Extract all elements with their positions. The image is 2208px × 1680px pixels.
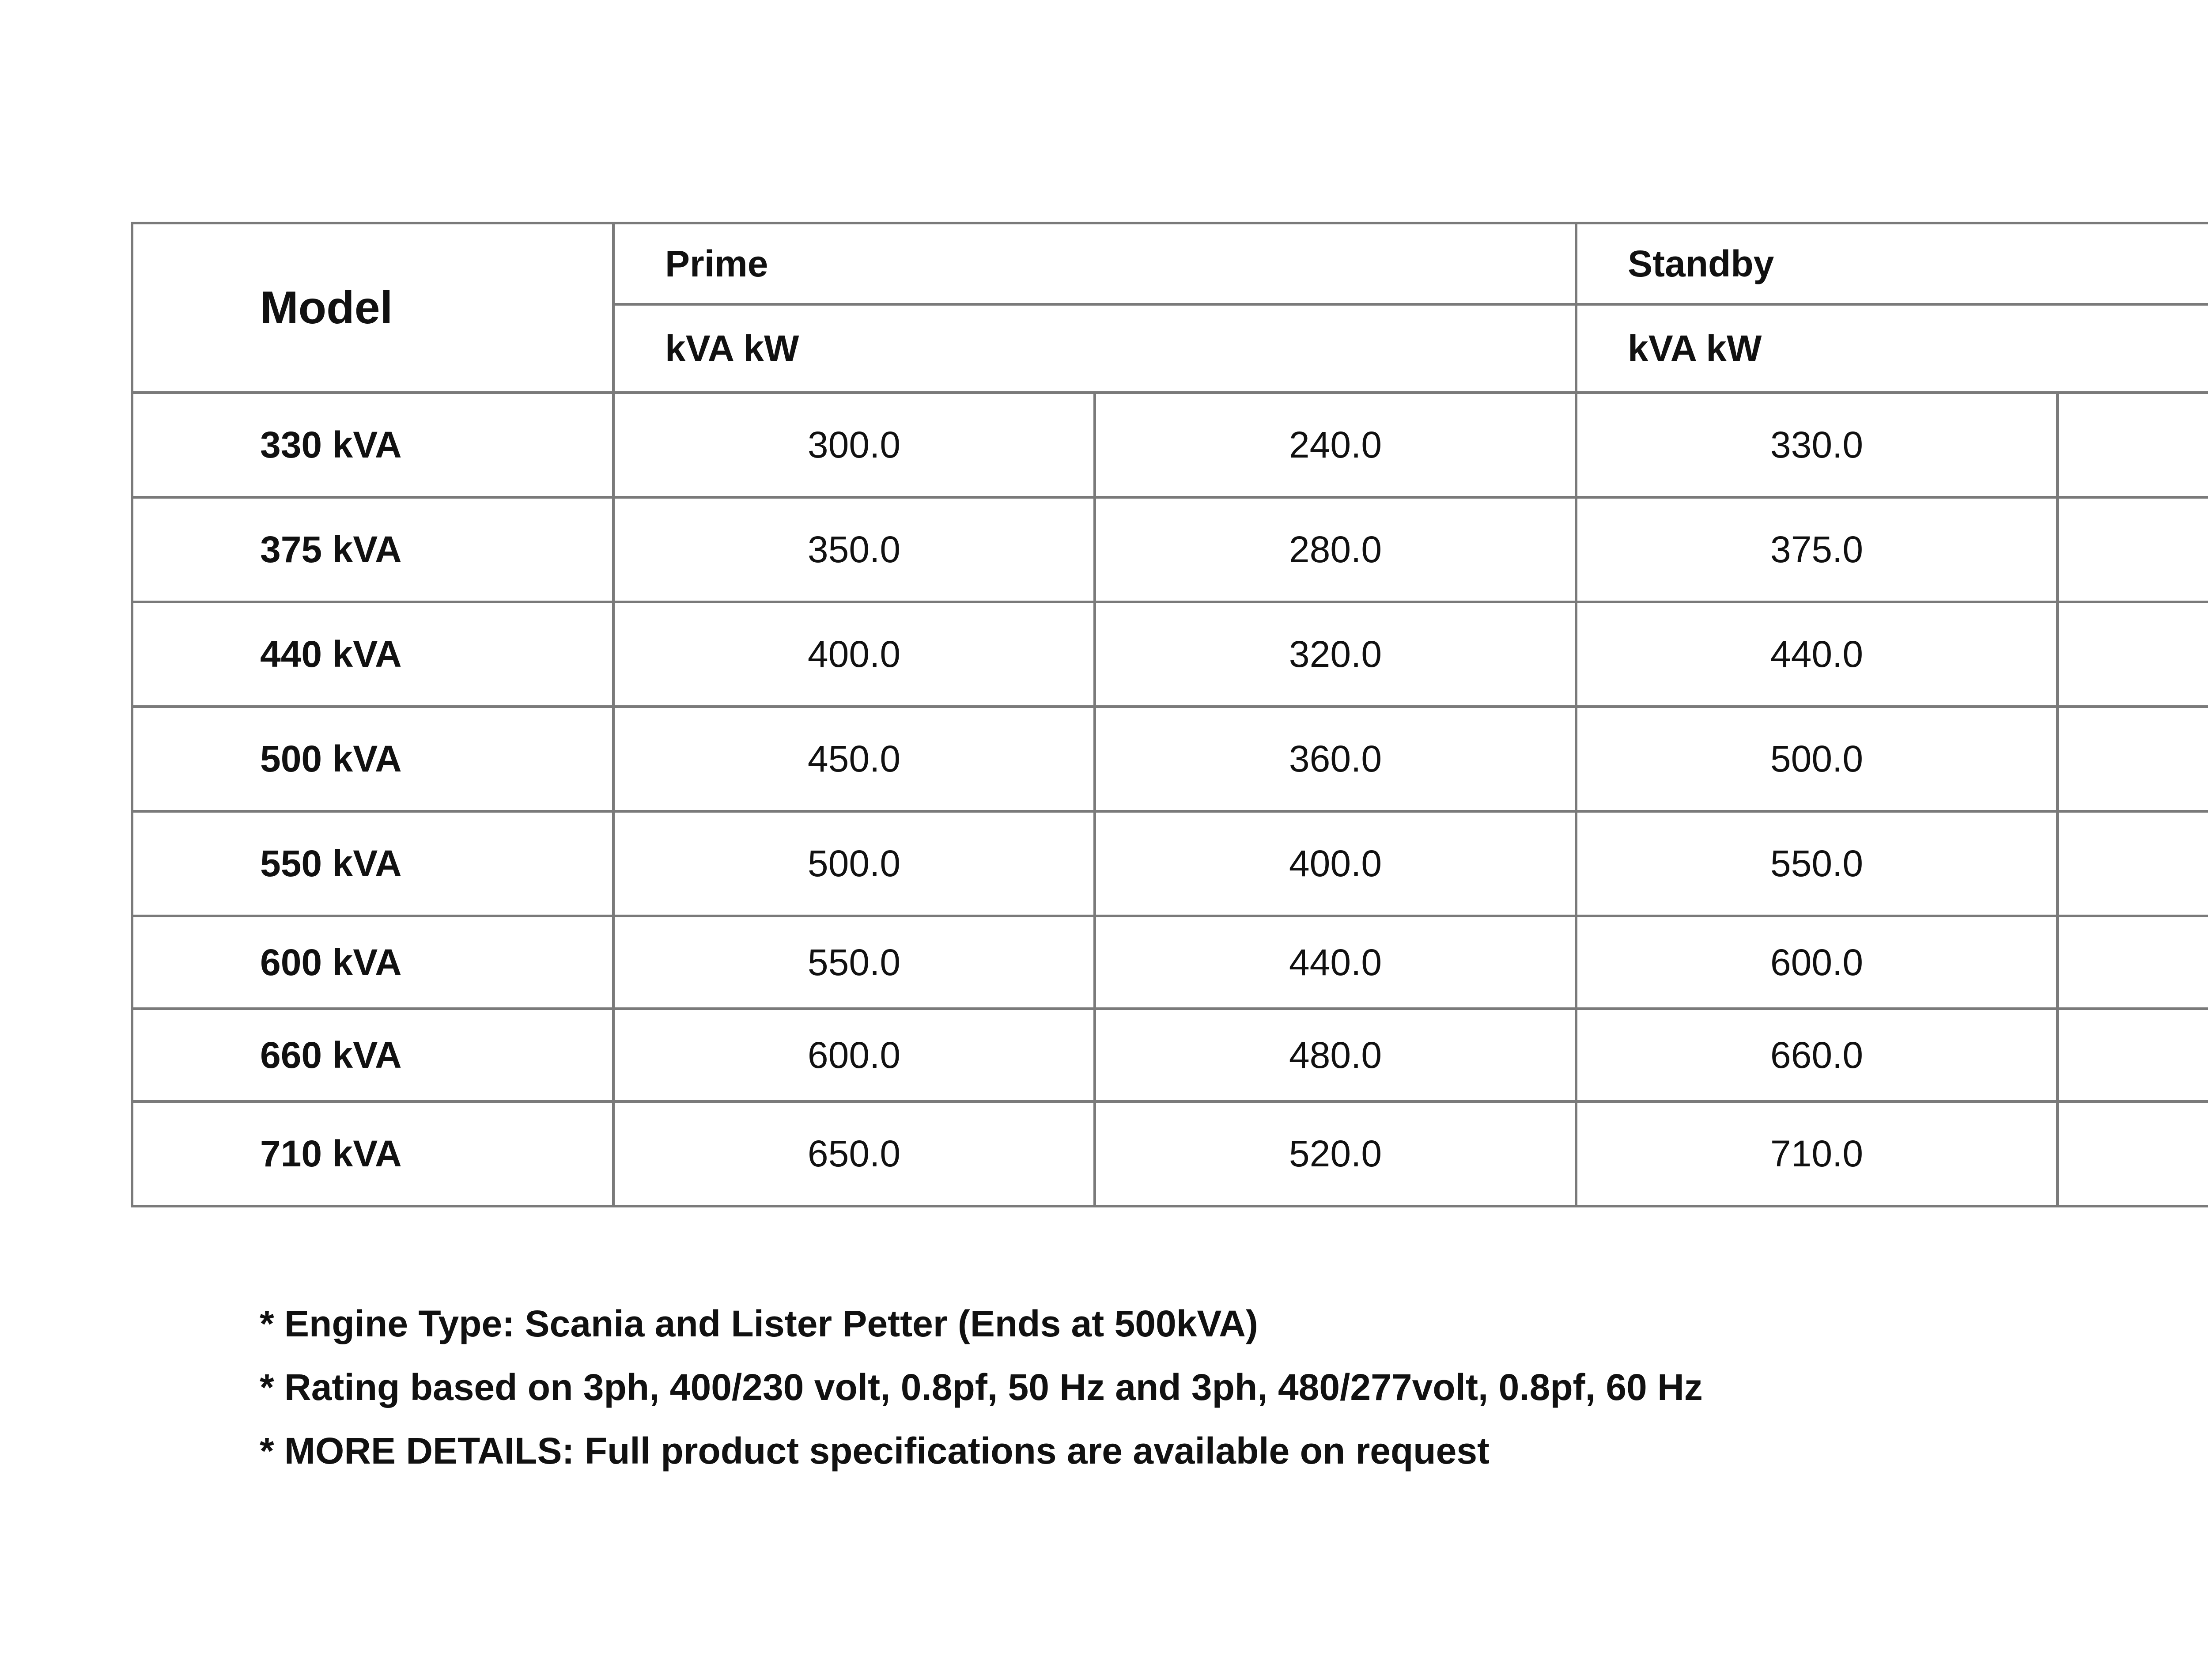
model-cell: 375 kVA	[132, 497, 613, 602]
header-row-groups	[132, 223, 2208, 304]
prime-kva-cell: 550.0	[613, 916, 1095, 1009]
note-more-details: * MORE DETAILS: Full product specifications are available on request	[260, 1430, 1490, 1472]
standby-kw-cell	[2057, 1101, 2208, 1206]
prime-units-header: kVA kW	[613, 304, 1576, 393]
standby-kw-cell	[2057, 393, 2208, 497]
generator-spec-table	[131, 222, 2208, 1207]
prime-kw-cell: 360.0	[1095, 707, 1576, 811]
table-row	[132, 1101, 2208, 1206]
model-cell: 600 kVA	[132, 916, 613, 1009]
prime-kva-cell: 350.0	[613, 497, 1095, 602]
prime-kw-cell: 280.0	[1095, 497, 1576, 602]
note-engine-type: * Engine Type: Scania and Lister Petter (Ends at 500kVA)	[260, 1303, 1258, 1344]
note-rating: * Rating based on 3ph, 400/230 volt, 0.8pf, 50 Hz and 3ph, 480/277volt, 0.8pf, 60 Hz	[260, 1366, 1703, 1408]
standby-kw-cell	[2057, 1009, 2208, 1101]
prime-kva-cell: 600.0	[613, 1009, 1095, 1101]
standby-kva-cell: 550.0	[1576, 811, 2057, 916]
prime-kw-cell: 480.0	[1095, 1009, 1576, 1101]
prime-kw-cell: 440.0	[1095, 916, 1576, 1009]
model-cell: 500 kVA	[132, 707, 613, 811]
standby-kw-cell	[2057, 497, 2208, 602]
footnotes	[260, 1292, 2208, 1483]
standby-kw-cell	[2057, 602, 2208, 707]
model-column-header: Model	[132, 223, 613, 393]
standby-units-header: kVA kW	[1576, 304, 2208, 393]
model-cell: 710 kVA	[132, 1101, 613, 1206]
prime-kw-cell: 400.0	[1095, 811, 1576, 916]
table-row	[132, 497, 2208, 602]
model-cell: 440 kVA	[132, 602, 613, 707]
standby-kw-cell	[2057, 916, 2208, 1009]
prime-kw-cell: 240.0	[1095, 393, 1576, 497]
model-cell: 550 kVA	[132, 811, 613, 916]
table-row	[132, 707, 2208, 811]
standby-kva-cell: 440.0	[1576, 602, 2057, 707]
standby-kw-cell	[2057, 811, 2208, 916]
table-row	[132, 393, 2208, 497]
prime-kw-cell: 320.0	[1095, 602, 1576, 707]
standby-kva-cell: 660.0	[1576, 1009, 2057, 1101]
table-row	[132, 811, 2208, 916]
table-row	[132, 916, 2208, 1009]
prime-kva-cell: 650.0	[613, 1101, 1095, 1206]
prime-kva-cell: 500.0	[613, 811, 1095, 916]
prime-kw-cell: 520.0	[1095, 1101, 1576, 1206]
table-body	[132, 393, 2208, 1206]
prime-kva-cell: 300.0	[613, 393, 1095, 497]
table-row	[132, 1009, 2208, 1101]
standby-kw-cell	[2057, 707, 2208, 811]
model-cell: 330 kVA	[132, 393, 613, 497]
standby-group-header: Standby	[1576, 223, 2208, 304]
prime-kva-cell: 400.0	[613, 602, 1095, 707]
prime-group-header: Prime	[613, 223, 1576, 304]
standby-kva-cell: 375.0	[1576, 497, 2057, 602]
standby-kva-cell: 600.0	[1576, 916, 2057, 1009]
table-row	[132, 602, 2208, 707]
standby-kva-cell: 710.0	[1576, 1101, 2057, 1206]
model-cell: 660 kVA	[132, 1009, 613, 1101]
prime-kva-cell: 450.0	[613, 707, 1095, 811]
standby-kva-cell: 330.0	[1576, 393, 2057, 497]
standby-kva-cell: 500.0	[1576, 707, 2057, 811]
